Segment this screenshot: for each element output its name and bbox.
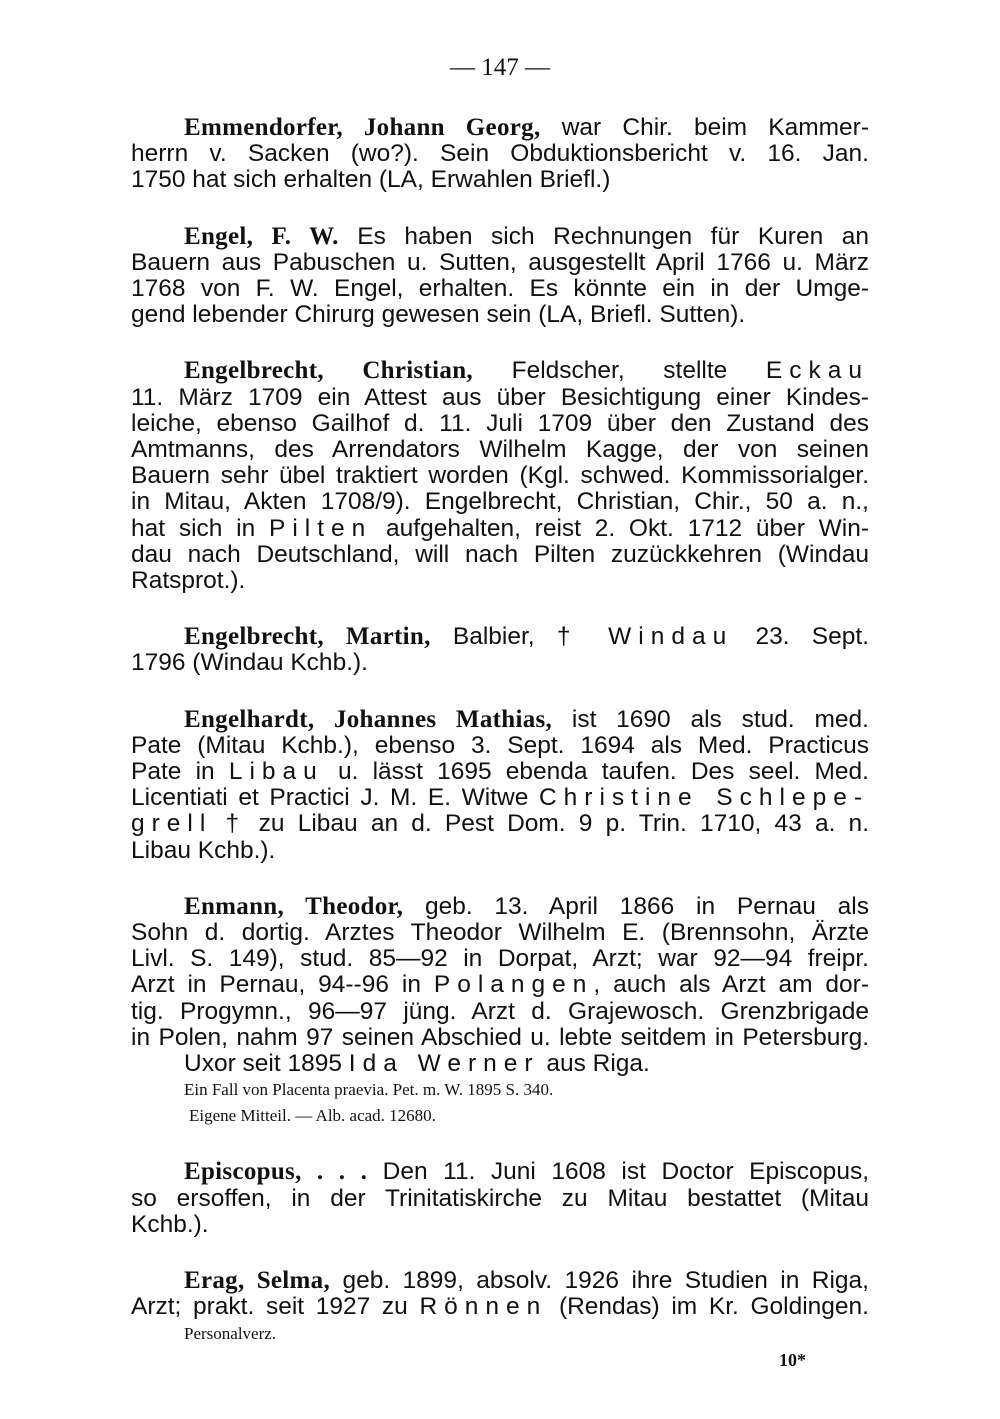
entry-enmann xyxy=(131,894,869,1129)
entry-line: in Mitau, Akten 1708/9). Engelbrecht, Christian, Chir., 50 a. n., xyxy=(131,488,869,516)
entry-engelhardt xyxy=(131,707,869,864)
entry-engel xyxy=(131,224,869,329)
entry-heading: Erag, Selma, xyxy=(184,1266,331,1294)
entry-line: Amtmanns, des Arrendators Wilhelm Kagge, der von seinen xyxy=(131,436,869,464)
entry-line: Pate (Mitau Kchb.), ebenso 3. Sept. 1694 als Med. Practicus xyxy=(131,731,869,759)
spaced-place-name: Windau xyxy=(608,623,734,651)
document-body xyxy=(131,115,869,1350)
entry-line: hat sich in Pilten aufgehalten, reist 2. Okt. 1712 über Win- xyxy=(131,514,869,542)
signature-mark: 10* xyxy=(779,1350,806,1370)
entry-line: 1750 hat sich erhalten (LA, Erwahlen Briefl.) xyxy=(131,166,611,194)
entry-line: Episcopus, . . . Den 11. Juni 1608 ist Doctor Episcopus, xyxy=(184,1158,869,1186)
entry-line: Erag, Selma, geb. 1899, absolv. 1926 ihre Studien in Riga, xyxy=(184,1266,869,1294)
entry-line: Ratsprot.). xyxy=(131,567,246,595)
spaced-place-name: Libau xyxy=(228,758,324,786)
spaced-person-name: grell xyxy=(131,810,213,838)
entry-line: Bauern sehr übel traktiert worden (Kgl. schwed. Kommissorialger. xyxy=(131,462,869,490)
entry-line: gend lebender Chirurg gewesen sein (LA, Briefl. Sutten). xyxy=(131,301,746,329)
entry-line: 1768 von F. W. Engel, erhalten. Es könnte ein in der Umge- xyxy=(131,275,869,303)
entry-line: 11. März 1709 ein Attest aus über Besichtigung einer Kindes- xyxy=(131,383,869,411)
entry-line: Libau Kchb.). xyxy=(131,836,276,864)
bibliography-note: Ein Fall von Placenta praevia. Pet. m. W. 1895 S. 340. xyxy=(184,1080,554,1100)
entry-line: Sohn d. dortig. Arztes Theodor Wilhelm E. (Brennsohn, Ärzte xyxy=(131,919,869,947)
source-note: Personalverz. xyxy=(184,1324,277,1343)
spaced-place-name: Polangen xyxy=(433,971,594,999)
entry-line: Engelbrecht, Martin, Balbier, † Windau 23. Sept. xyxy=(184,623,869,651)
spaced-person-name: Ida Werner xyxy=(348,1050,540,1078)
entry-line: tig. Progymn., 96—97 jüng. Arzt d. Grajewosch. Grenzbrigade xyxy=(131,997,869,1025)
entry-line: Emmendorfer, Johann Georg, war Chir. beim Kammer- xyxy=(184,114,869,141)
spaced-place-name: Pilten xyxy=(268,514,373,542)
entry-line: grell † zu Libau an d. Pest Dom. 9 p. Trin. 1710, 43 a. n. xyxy=(131,810,869,838)
spaced-place-name: Rönnen xyxy=(419,1293,548,1321)
entry-heading: Engelhardt, Johannes Mathias, xyxy=(184,705,553,733)
entry-line: Enmann, Theodor, geb. 13. April 1866 in Pernau als xyxy=(184,892,869,920)
entry-heading: Engelbrecht, Christian, xyxy=(184,357,473,385)
entry-line: Uxor seit 1895 Ida Werner aus Riga. xyxy=(184,1050,650,1078)
spaced-person-name: Christine Schlepe- xyxy=(538,784,869,812)
entry-line: Livl. S. 149), stud. 85—92 in Dorpat, Arzt; war 92—94 freipr. xyxy=(131,945,869,973)
entry-line: Engel, F. W. Es haben sich Rechnungen für Kuren an xyxy=(184,222,869,250)
entry-line: so ersoffen, in der Trinitatiskirche zu Mitau bestattet (Mitau xyxy=(131,1184,869,1212)
entry-line: Engelhardt, Johannes Mathias, ist 1690 als stud. med. xyxy=(184,705,869,733)
entry-line: in Polen, nahm 97 seinen Abschied u. lebte seitdem in Petersburg. xyxy=(131,1023,869,1051)
page-number: — 147 — xyxy=(450,54,550,81)
entry-heading: Engel, F. W. xyxy=(184,222,339,250)
entry-heading: Emmendorfer, Johann Georg, xyxy=(184,114,541,141)
entry-heading: Engelbrecht, Martin, xyxy=(184,623,431,651)
entry-engelbrecht-martin xyxy=(131,624,869,676)
entry-line: Engelbrecht, Christian, Feldscher, stellte Eckau xyxy=(184,357,869,385)
entry-line: Kchb.). xyxy=(131,1210,209,1238)
entry-line: Arzt; prakt. seit 1927 zu Rönnen (Rendas) im Kr. Goldingen. xyxy=(131,1293,869,1321)
spaced-place-name: Eckau xyxy=(765,357,869,385)
entry-line: 1796 (Windau Kchb.). xyxy=(131,649,368,677)
entry-emmendorfer xyxy=(131,115,869,194)
entry-line: Pate in Libau u. lässt 1695 ebenda taufen. Des seel. Med. xyxy=(131,758,869,786)
entry-line: dau nach Deutschland, will nach Pilten zuzückkehren (Windau xyxy=(131,540,869,568)
entry-line: Bauern aus Pabuschen u. Sutten, ausgestellt April 1766 u. März xyxy=(131,248,869,276)
source-note: Eigene Mitteil. — Alb. acad. 12680. xyxy=(189,1106,436,1126)
entry-line: herrn v. Sacken (wo?). Sein Obduktionsbericht v. 16. Jan. xyxy=(131,140,869,168)
entry-engelbrecht-christian xyxy=(131,358,869,594)
entry-erag xyxy=(131,1268,869,1320)
entry-episcopus xyxy=(131,1159,869,1238)
entry-line: Arzt in Pernau, 94--96 in Polangen, auch als Arzt am dor- xyxy=(131,971,869,999)
entry-heading: Episcopus, . . . xyxy=(184,1158,368,1186)
entry-line: leiche, ebenso Gailhof d. 11. Juli 1709 über den Zustand des xyxy=(131,409,869,437)
entry-heading: Enmann, Theodor, xyxy=(184,892,404,920)
entry-line: Licentiati et Practici J. M. E. Witwe Christine Schlepe- xyxy=(131,784,869,812)
